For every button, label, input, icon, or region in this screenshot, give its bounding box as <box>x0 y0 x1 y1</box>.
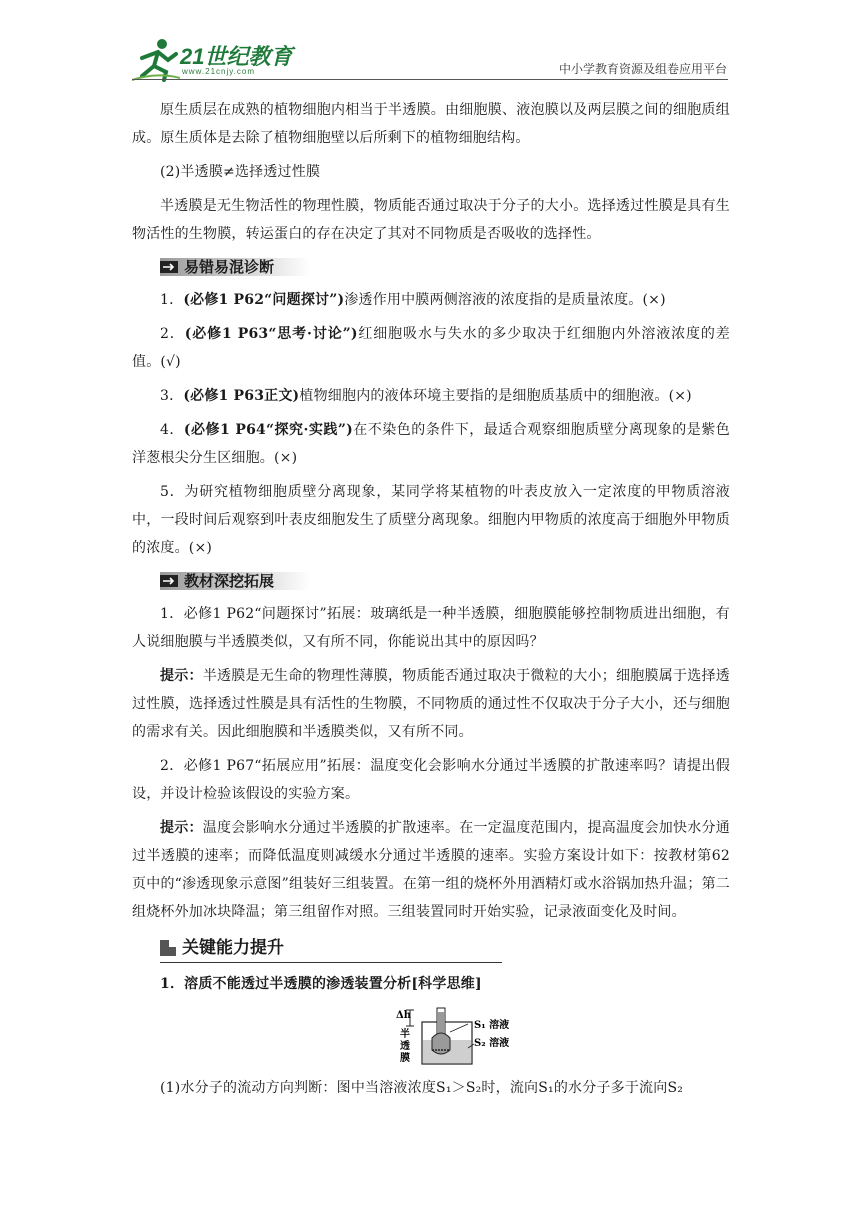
s2-label: S₂ 溶液 <box>474 1038 510 1049</box>
section-title: 易错易混诊断 <box>184 258 275 276</box>
error-item-4: 4．(必修1 P64“探究·实践”)在不染色的条件下，最适合观察细胞质壁分离现象的是紫色洋葱根尖分生区细胞。(×) <box>132 422 730 466</box>
intro-paragraph-3: 半透膜是无生物活性的物理性膜，物质能否通过取决于分子的大小。选择透过性膜是具有生物活性的生物膜，转运蛋白的存在决定了其对不同物质是否吸收的选择性。 <box>132 198 730 242</box>
section-head-errors <box>132 254 730 280</box>
arrow-icon <box>160 261 178 273</box>
question-2: 2．必修1 P67“拓展应用”拓展：温度变化会影响水分通过半透膜的扩散速率吗？请提出假设，并设计检验该假设的实验方案。 <box>132 758 730 802</box>
error-item-1: 1．(必修1 P62“问题探讨”)渗透作用中膜两侧溶液的浓度指的是质量浓度。(×) <box>160 292 666 308</box>
question-1: 1．必修1 P62“问题探讨”拓展：玻璃纸是一种半透膜，细胞膜能够控制物质进出细胞，有人说细胞膜与半透膜类似，又有所不同，你能说出其中的原因吗？ <box>132 606 730 650</box>
osmosis-figure <box>132 1004 730 1068</box>
section-title: 关键能力提升 <box>182 938 284 958</box>
runner-logo-icon <box>132 36 182 82</box>
ability-item-1: 1．溶质不能透过半透膜的渗透装置分析[科学思维] <box>160 976 482 992</box>
header-divider <box>132 79 728 80</box>
error-item-5: 5．为研究植物细胞质壁分离现象，某同学将某植物的叶表皮放入一定浓度的甲物质溶液中，一段时间后观察到叶表皮细胞发生了质壁分离现象。细胞内甲物质的浓度高于细胞外甲物质的浓度。(×) <box>132 484 730 556</box>
title-underline <box>160 962 502 963</box>
answer-2: 提示：温度会影响水分通过半透膜的扩散速率。在一定温度范围内，提高温度会加快水分通过半透膜的速率；而降低温度则减缓水分通过半透膜的速率。实验方案设计如下：按教材第62页中的“渗透现象示意图”组装好三组装置。在第一组的烧杯外用酒精灯或水浴锅加热升温；第二组烧杯外加冰块降温；第三组留作对照。三组装置同时开始实验，记录液面变化及时间。 <box>132 820 730 920</box>
s1-label: S₁ 溶液 <box>474 1020 510 1031</box>
section-head-textbook <box>132 568 730 594</box>
section-head-ability <box>132 932 730 964</box>
osmosis-apparatus-diagram <box>132 1004 730 1068</box>
intro-paragraph-2: (2)半透膜≠选择透过性膜 <box>160 164 321 180</box>
logo-text: 21世纪教育 <box>180 44 293 69</box>
error-item-3: 3．(必修1 P63正文)植物细胞内的液体环境主要指的是细胞质基质中的细胞液。(×) <box>160 388 692 404</box>
logo-url: www.21cnjy.com <box>182 67 255 76</box>
answer-1: 提示：半透膜是无生命的物理性薄膜，物质能否通过取决于微粒的大小；细胞膜属于选择透过性膜，选择透过性膜是具有活性的生物膜，不同物质的通过性不仅取决于分子大小，还与细胞的需求有关。因此细胞膜和半透膜类似，又有所不同。 <box>132 668 730 740</box>
page-header <box>0 0 860 90</box>
page-content <box>132 96 730 1108</box>
error-item-2: 2．(必修1 P63“思考·讨论”)红细胞吸水与失水的多少取决于红细胞内外溶液浓度的差值。(√) <box>132 326 731 370</box>
section-title: 教材深挖拓展 <box>184 572 275 590</box>
logo <box>132 36 302 82</box>
arrow-icon <box>160 575 178 587</box>
platform-name: 中小学教育资源及组卷应用平台 <box>558 62 727 76</box>
intro-paragraph-1: 原生质层在成熟的植物细胞内相当于半透膜。由细胞膜、液泡膜以及两层膜之间的细胞质组成。原生质体是去除了植物细胞壁以后所剩下的植物细胞结构。 <box>132 102 730 146</box>
last-paragraph: (1)水分子的流动方向判断：图中当溶液浓度S₁＞S₂时，流向S₁的水分子多于流向S₂ <box>160 1080 684 1096</box>
delta-h-label: Δh <box>396 1010 412 1021</box>
membrane-label: 半 透 膜 <box>400 1029 410 1064</box>
